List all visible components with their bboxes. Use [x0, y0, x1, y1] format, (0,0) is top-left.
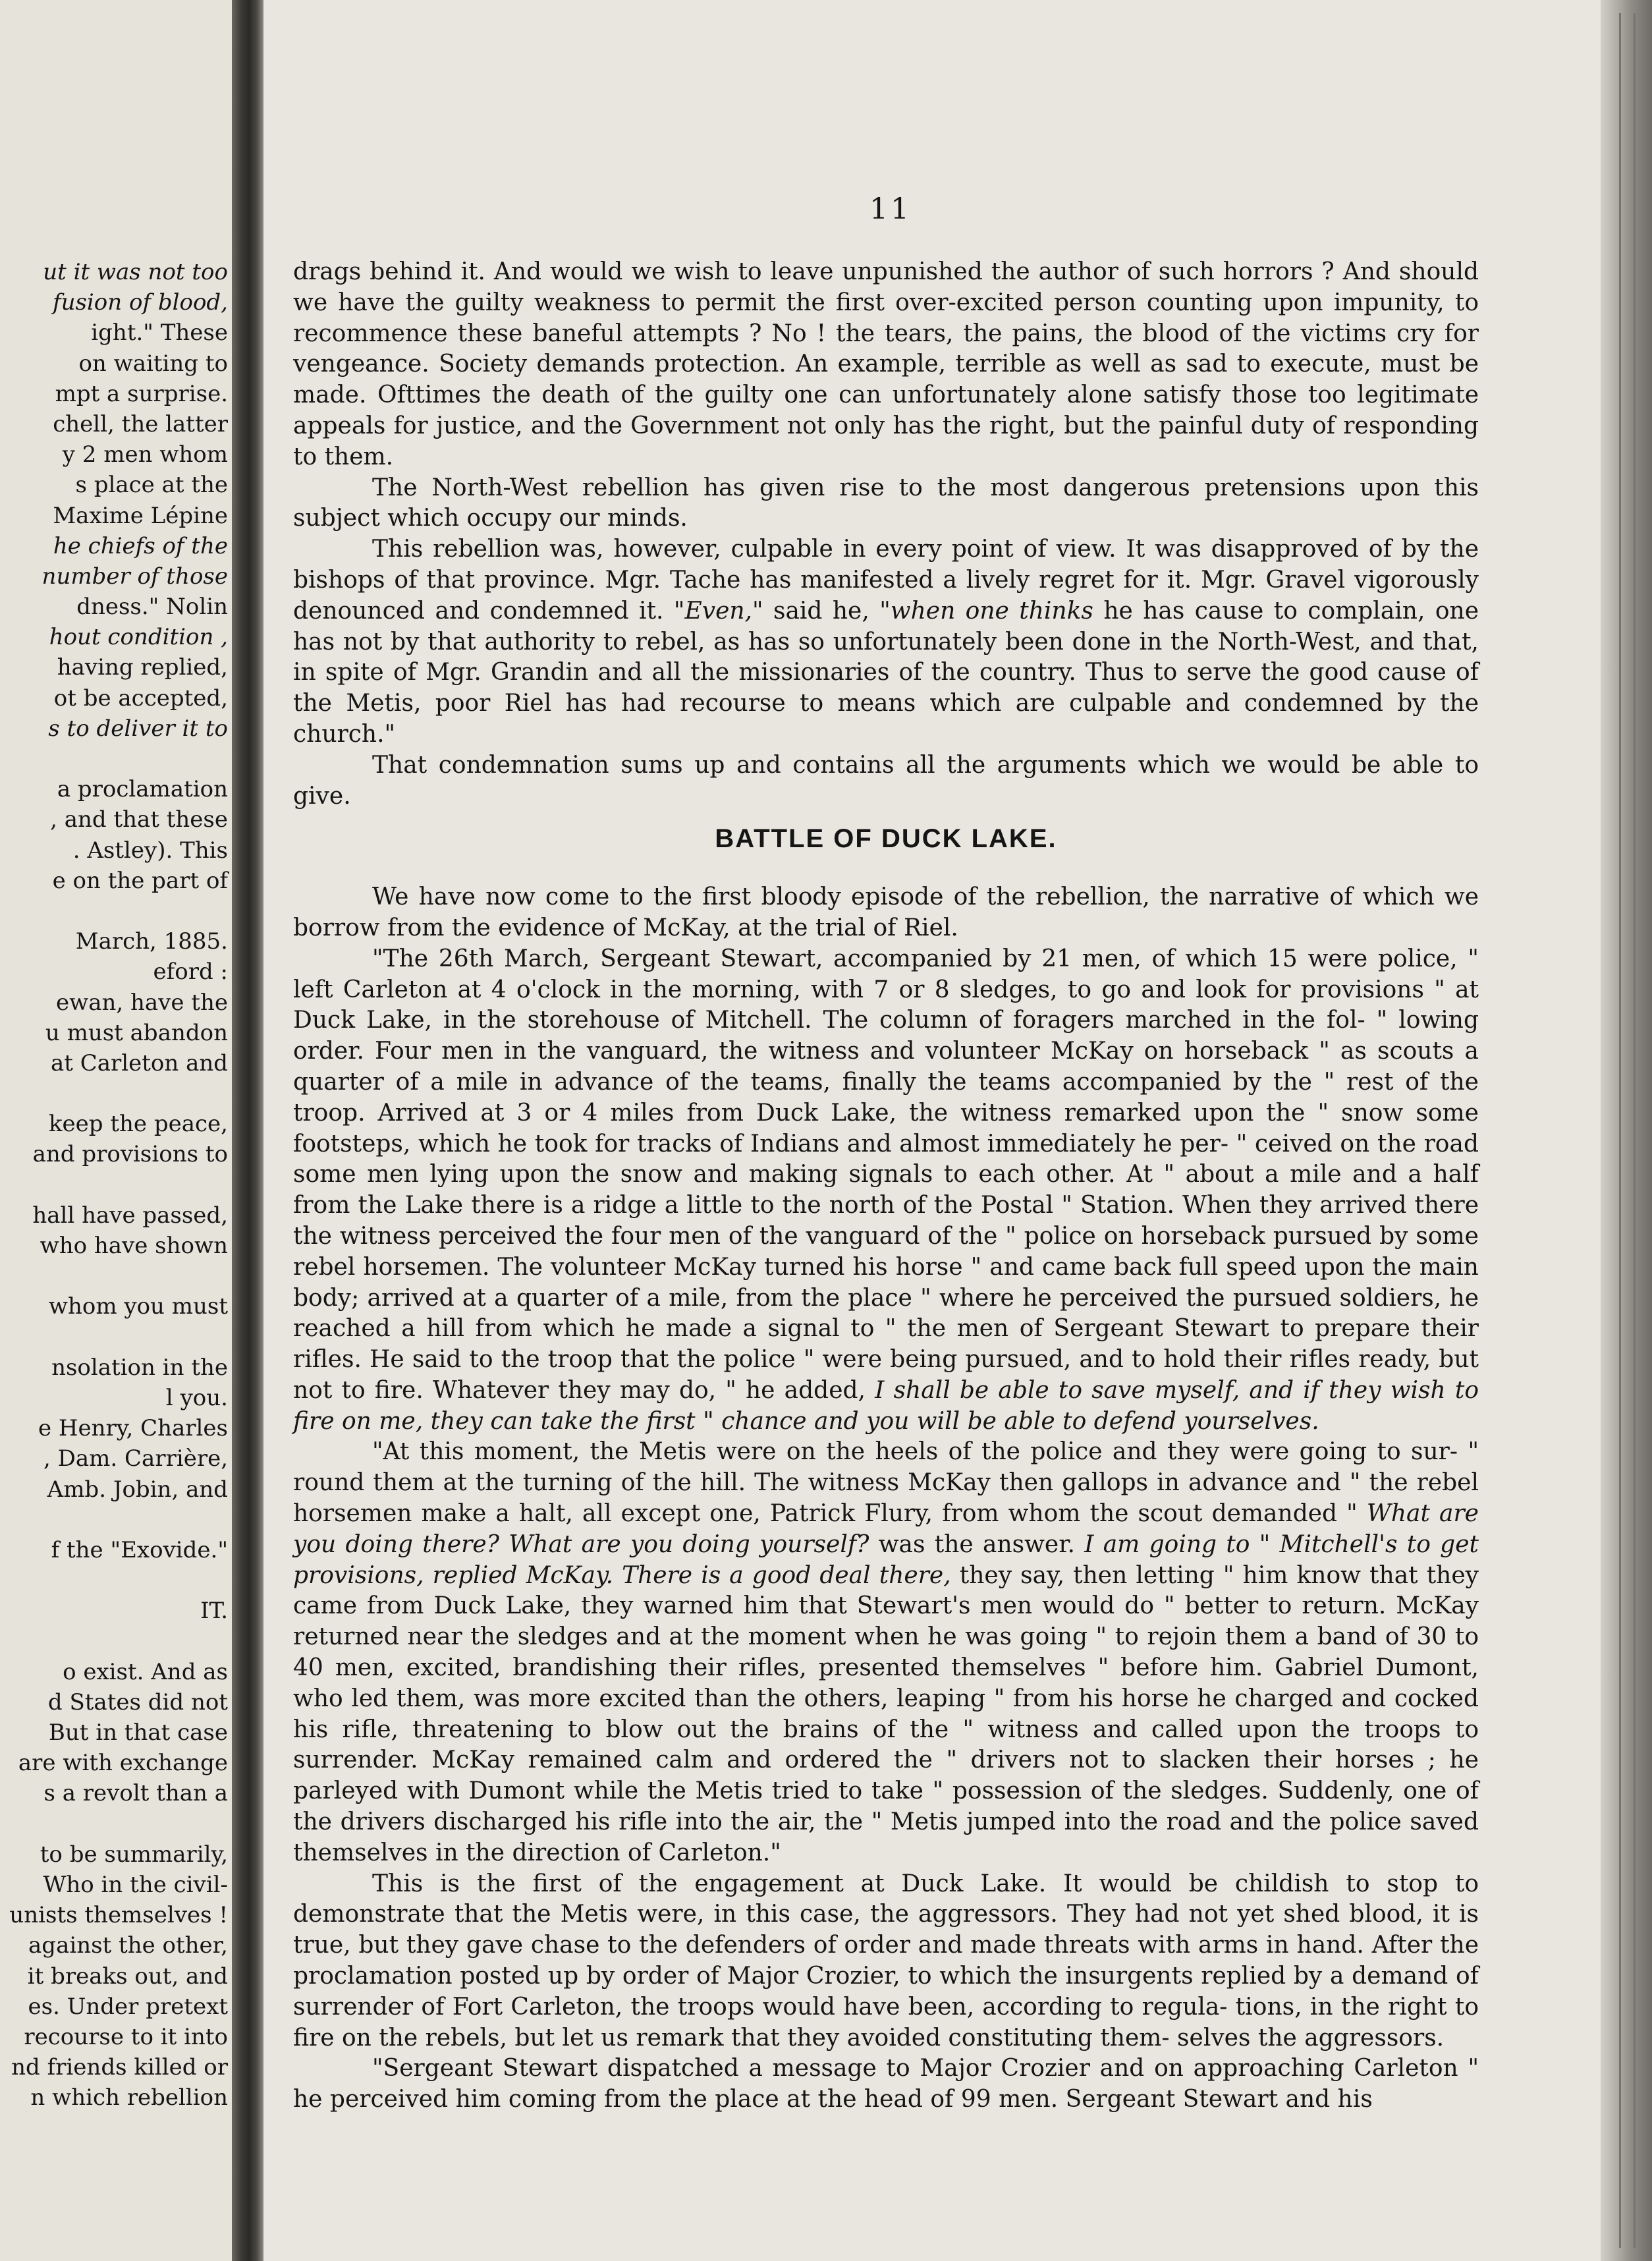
left-column-line: u must abandon: [45, 1019, 228, 1046]
left-column-line: are with exchange: [18, 1750, 228, 1777]
left-column-line: ight." These: [91, 320, 228, 347]
left-column-line: number of those: [41, 563, 228, 590]
italic-text: I shall be able to save myself, and if they wish to fire on me, they can take the first " chance and you will be able to defend yourselves.: [293, 1376, 1479, 1435]
left-column-line: l you.: [165, 1384, 228, 1411]
left-column-line: e on the part of: [52, 867, 228, 894]
left-column-line: having replied,: [57, 654, 228, 681]
text-run: "The 26th March, Sergeant Stewart, accompanied by 21 men, of which 15 were police, " left Carleton at 4 o'clock in the morning, with 7 or 8 sledges, to go and look for provisions " at Duck Lake, in the storehouse of Mitchell. The column of foragers marched in the fol- " lowing order. Four men in the vanguard, the witness and volunteer McKay on horseback " as scouts a quarter of a mile in advance of the teams, finally the teams accompanied by the " rest of the troop. Arrived at 3 or 4 miles from Duck Lake, the witness remarked upon the " snow some footsteps, which he took for tracks of Indians and almost immediately he per- " ceived on the road some men lying upon the snow and making signals to each other. At " about a mile and a half from the Lake there is a ridge a little to the north of the Postal " Station. When they arrived there the witness perceived the four men of the vanguard of the " police on horseback pursued by some rebel horsemen. The volunteer McKay turned his horse " and came back full speed upon the main body; arrived at a quarter of a mile, from the place " where he perceived the pursued soldiers, he reached a hill from which he made a signal to " the men of Sergeant Stewart to prepare their rifles. He said to the troop that the police " were being pursued, and to hold their rifles ready, but not to fire. Whatever they may do, " he added,: [293, 945, 1479, 1404]
left-column-line: hout condition ,: [49, 624, 228, 651]
left-column-line: ewan, have the: [56, 989, 228, 1016]
left-column-line: [4, 1565, 228, 1596]
left-column-line: keep the peace,: [48, 1111, 228, 1138]
left-column-line: e Henry, Charles: [38, 1415, 228, 1442]
left-column-line: . Astley). This: [72, 837, 228, 864]
left-column-line: a proclamation: [57, 776, 228, 803]
left-column-line: [4, 1626, 228, 1656]
text-run: That condemnation sums up and contains all the arguments which we would be able to give.: [293, 751, 1479, 810]
paragraph: [293, 1437, 1479, 1868]
paragraph: [293, 473, 1479, 535]
text-run: This is the first of the engagement at Duck Lake. It would be childish to stop to demonstrate that the Metis were, in this case, the aggressors. They had not yet shed blood, it is true, but they gave chase to the defenders of order and made threats with arms in hand. After the proclamation posted up by order of Major Crozier, to which the insurgents replied by a demand of surrender of Fort Carleton, the troops would have been, according to regula- tions, in the right to fire on the rebels, but let us remark that they avoided constituting them- selves the aggressors.: [293, 1870, 1479, 2052]
paragraph: [293, 944, 1479, 1438]
left-column-line: nd friends killed or: [11, 2054, 228, 2081]
left-column-line: Who in the civil-: [43, 1871, 228, 1898]
left-column-line: o exist. And as: [63, 1658, 228, 1685]
text-run: The North-West rebellion has given rise to the most dangerous pretensions upon this subject which occupy our minds.: [293, 474, 1479, 532]
left-column-line: whom you must: [48, 1293, 228, 1320]
page-edge-line: [1619, 13, 1621, 2248]
italic-text: "Even,": [673, 597, 763, 625]
left-column-line: hall have passed,: [32, 1202, 228, 1229]
section-heading: BATTLE OF DUCK LAKE.: [715, 824, 1057, 854]
left-column-line: against the other,: [28, 1932, 228, 1959]
paragraph: [293, 750, 1479, 812]
paragraphs-before-heading: [293, 257, 1479, 812]
text-run: "At this moment, the Metis were on the heels of the police and they were going to sur- " round them at the turning of the hill. The witness McKay then gallops in advance and " the rebel horsemen make a halt, all except one, Patrick Flury, from whom the scout demanded ": [293, 1438, 1479, 1528]
left-page-fragment: [0, 0, 232, 2261]
left-column-line: f the "Exovide.": [51, 1536, 228, 1563]
left-column-line: he chiefs of the: [53, 532, 228, 559]
left-column-line: chell, the latter: [53, 410, 228, 437]
left-column-line: at Carleton and: [50, 1049, 228, 1076]
text-run: said he, ": [763, 597, 891, 625]
left-column-line: , Dam. Carrière,: [43, 1445, 228, 1472]
left-column-line: ot be accepted,: [53, 684, 228, 712]
left-column-line: n which rebellion: [30, 2084, 228, 2111]
left-column-line: mpt a surprise.: [55, 380, 228, 407]
body-text: [293, 257, 1479, 2115]
left-column-line: unists themselves !: [9, 1902, 228, 1929]
text-run: was the answer.: [869, 1530, 1085, 1558]
left-column-line: it breaks out, and: [27, 1963, 228, 1990]
left-column-line: s a revolt than a: [43, 1780, 228, 1807]
page-edge-line: [1634, 13, 1636, 2248]
left-column-line: d States did not: [47, 1689, 228, 1716]
left-column-line: y 2 men whom: [62, 441, 228, 468]
paragraph: [293, 257, 1479, 473]
left-column-line: recourse to it into: [24, 2023, 228, 2050]
left-column-line: on waiting to: [78, 350, 228, 377]
left-column-line: [4, 1322, 228, 1353]
italic-text: What are you doing there? What are you doing yourself?: [293, 1500, 1479, 1558]
left-column-line: [4, 1809, 228, 1839]
text-run: This rebellion was, however, culpable in every point of view. It was disapproved of by the bishops of that province. Mgr. Tache has manifested a lively regret for it. Mgr. Gravel vigorously denounced and condemned it.: [293, 536, 1479, 625]
page-edge: [1601, 0, 1652, 2261]
left-column-line: [4, 1505, 228, 1535]
italic-text: I am going to " Mitchell's to get provisions, replied McKay. There is a good deal there,: [293, 1530, 1479, 1589]
left-column-line: March, 1885.: [75, 928, 228, 955]
paragraph: [293, 534, 1479, 750]
italic-text: when one thinks: [890, 597, 1093, 625]
left-column-text: [4, 257, 228, 2113]
left-column-line: s to deliver it to: [48, 715, 228, 742]
left-column-line: [4, 744, 228, 774]
left-column-line: and provisions to: [32, 1141, 228, 1168]
left-column-line: But in that case: [48, 1719, 228, 1746]
text-run: We have now come to the first bloody episode of the rebellion, the narrative of which we borrow from the evidence of McKay, at the trial of Riel.: [293, 883, 1479, 941]
left-column-line: ut it was not too: [43, 259, 228, 285]
left-column-line: [4, 1261, 228, 1291]
paragraphs-after-heading: [293, 882, 1479, 2115]
book-gutter: [232, 0, 263, 2261]
left-column-line: eford :: [153, 959, 228, 986]
left-column-line: [4, 896, 228, 926]
left-column-line: dness." Nolin: [76, 594, 228, 621]
text-run: he has cause to complain, one has not by that authority to rebel, as has so unfortunately been done in the North-West, and that, in spite of Mgr. Grandin and all the missionaries of the country. Thus to serve the good cause of the Metis, poor Riel has had recourse to means which are culpable and condemned by the church.": [293, 597, 1479, 748]
text-run: they say, then letting " him know that they came from Duck Lake, they warned him that Stewart's men would do " better to return. McKay returned near the sledges and at the moment when he was going " to rejoin them a band of 30 to 40 men, excited, brandishing their rifles, presented themselves " before him. Gabriel Dumont, who led them, was more excited than the others, leaping " from his horse he charged and cocked his rifle, threatening to blow out the brains of the " witness and called upon the troops to surrender. McKay remained calm and ordered the " drivers not to slacken their horses ; he parleyed with Dumont while the Metis tried to take " possession of the sledges. Suddenly, one of the drivers discharged his rifle into the air, the " Metis jumped into the road and the police saved themselves in the direction of Carleton.": [293, 1561, 1479, 1866]
left-column-line: Amb. Jobin, and: [47, 1476, 228, 1503]
text-run: "Sergeant Stewart dispatched a message to Major Crozier and on approaching Carleton " he perceived him coming from the place at the head of 99 men. Sergeant Stewart and his: [293, 2055, 1479, 2113]
page-number: 11: [869, 192, 912, 226]
text-run: drags behind it. And would we wish to leave unpunished the author of such horrors ? And should we have the guilty weakness to permit the first over-excited person counting upon impunity, to recommence these baneful attempts ? No ! the tears, the pains, the blood of the victims cry for vengeance. Society demands protection. An example, terrible as well as sad to execute, must be made. Ofttimes the death of the guilty one can unfortunately alone satisfy those too legitimate appeals for justice, and the Government not only has the right, but the painful duty of responding to them.: [293, 258, 1479, 470]
left-column-line: nsolation in the: [51, 1354, 228, 1381]
left-column-line: fusion of blood,: [53, 289, 228, 316]
left-column-line: who have shown: [40, 1233, 228, 1259]
left-column-line: [4, 1078, 228, 1109]
left-column-line: to be summarily,: [40, 1841, 228, 1868]
paragraph: [293, 2053, 1479, 2115]
paragraph: [293, 1869, 1479, 2054]
left-column-line: es. Under pretext: [28, 1993, 228, 2020]
left-column-line: Maxime Lépine: [53, 502, 228, 529]
left-column-line: , and that these: [50, 806, 228, 833]
left-column-line: IT.: [200, 1598, 228, 1625]
left-column-line: [4, 1170, 228, 1200]
left-column-line: s place at the: [75, 472, 228, 499]
paragraph: [293, 882, 1479, 944]
